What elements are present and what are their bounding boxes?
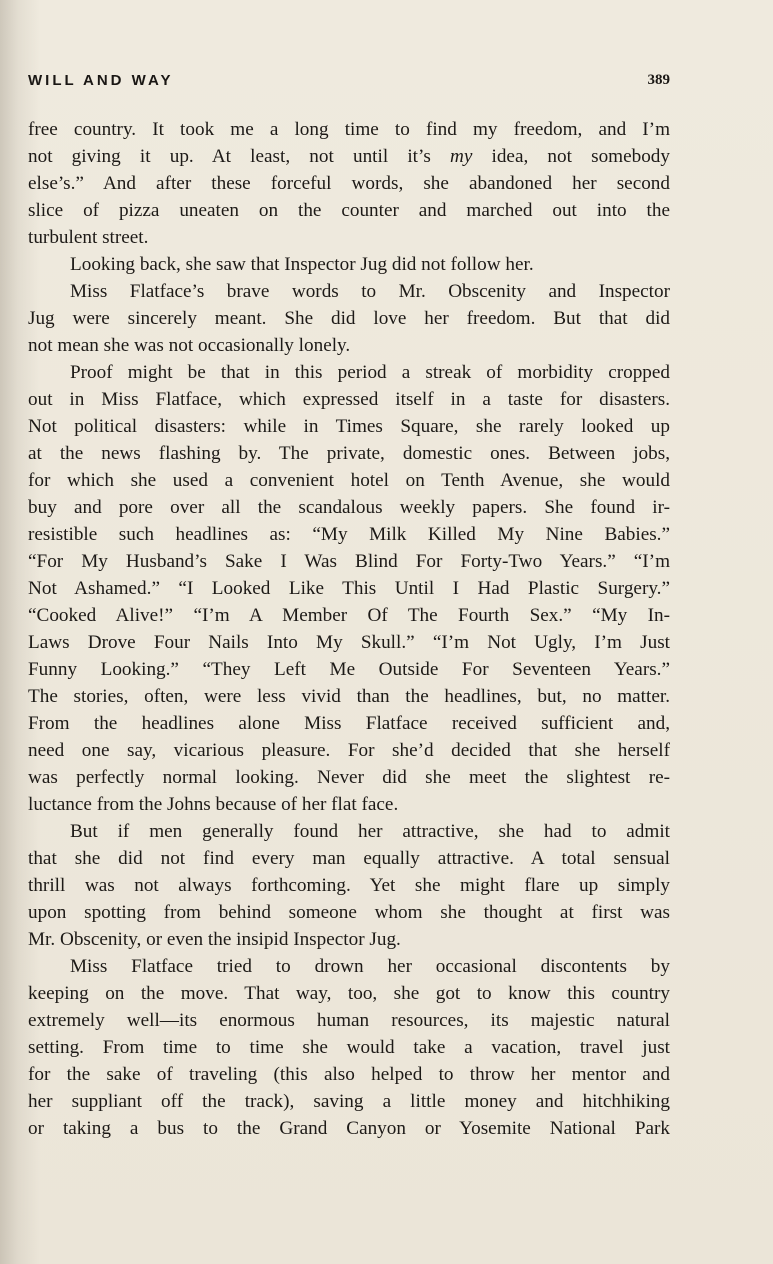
text-line: free country. It took me a long time to find my freedom, and I’m — [28, 119, 670, 140]
page-header — [28, 72, 670, 92]
text-line: Laws Drove Four Nails Into My Skull.” “I’m Not Ugly, I’m Just — [28, 632, 670, 653]
text-line: From the headlines alone Miss Flatface received sufficient and, — [28, 713, 670, 734]
text-line: setting. From time to time she would take a vacation, travel just — [28, 1037, 670, 1058]
text-line: slice of pizza uneaten on the counter and marched out into the — [28, 200, 670, 221]
text-line: else’s.” And after these forceful words, she abandoned her second — [28, 173, 670, 194]
text-line: Jug were sincerely meant. She did love her freedom. But that did — [28, 308, 670, 329]
text-line: out in Miss Flatface, which expressed itself in a taste for disasters. — [28, 389, 670, 410]
text-line: “Cooked Alive!” “I’m A Member Of The Fourth Sex.” “My In- — [28, 605, 670, 626]
text-line: thrill was not always forthcoming. Yet she might flare up simply — [28, 875, 670, 896]
text-line: Funny Looking.” “They Left Me Outside For Seventeen Years.” — [28, 659, 670, 680]
body-text — [28, 116, 670, 1142]
text-line: was perfectly normal looking. Never did she meet the slightest re- — [28, 767, 670, 788]
text-line: her suppliant off the track), saving a little money and hitchhiking — [28, 1091, 670, 1112]
text-line: buy and pore over all the scandalous weekly papers. She found ir- — [28, 497, 670, 518]
text-line: The stories, often, were less vivid than the headlines, but, no matter. — [28, 686, 670, 707]
text-line: for the sake of traveling (this also helped to throw her mentor and — [28, 1064, 670, 1085]
text-line: Not political disasters: while in Times Square, she rarely looked up — [28, 416, 670, 437]
text-line: need one say, vicarious pleasure. For she’d decided that she herself — [28, 740, 670, 761]
text-line: not mean she was not occasionally lonely. — [28, 335, 351, 356]
text-line: not giving it up. At least, not until it’s my idea, not somebody — [28, 146, 670, 167]
italic-emphasis: my — [449, 146, 473, 167]
text-line: Proof might be that in this period a streak of morbidity cropped — [70, 362, 670, 383]
text-line: But if men generally found her attractive, she had to admit — [70, 821, 670, 842]
text-line: turbulent street. — [28, 227, 149, 248]
text-line: Looking back, she saw that Inspector Jug did not follow her. — [70, 254, 534, 275]
text-line: extremely well—its enormous human resources, its majestic natural — [28, 1010, 670, 1031]
page-number: 389 — [647, 72, 670, 88]
text-line: “For My Husband’s Sake I Was Blind For Forty-Two Years.” “I’m — [28, 551, 670, 572]
text-line: resistible such headlines as: “My Milk Killed My Nine Babies.” — [28, 524, 670, 545]
text-line: Miss Flatface’s brave words to Mr. Obscenity and Inspector — [70, 281, 670, 302]
text-line: that she did not find every man equally attractive. A total sensual — [28, 848, 670, 869]
text-line: luctance from the Johns because of her flat face. — [28, 794, 399, 815]
running-head: WILL AND WAY — [28, 72, 174, 89]
text-line: Mr. Obscenity, or even the insipid Inspector Jug. — [28, 929, 401, 950]
text-line: for which she used a convenient hotel on Tenth Avenue, she would — [28, 470, 670, 491]
text-line: Miss Flatface tried to drown her occasional discontents by — [70, 956, 670, 977]
text-line: upon spotting from behind someone whom she thought at first was — [28, 902, 670, 923]
text-line: keeping on the move. That way, too, she got to know this country — [28, 983, 670, 1004]
text-line: Not Ashamed.” “I Looked Like This Until I Had Plastic Surgery.” — [28, 578, 670, 599]
text-line: at the news flashing by. The private, domestic ones. Between jobs, — [28, 443, 670, 464]
text-line: or taking a bus to the Grand Canyon or Yosemite National Park — [28, 1118, 670, 1139]
